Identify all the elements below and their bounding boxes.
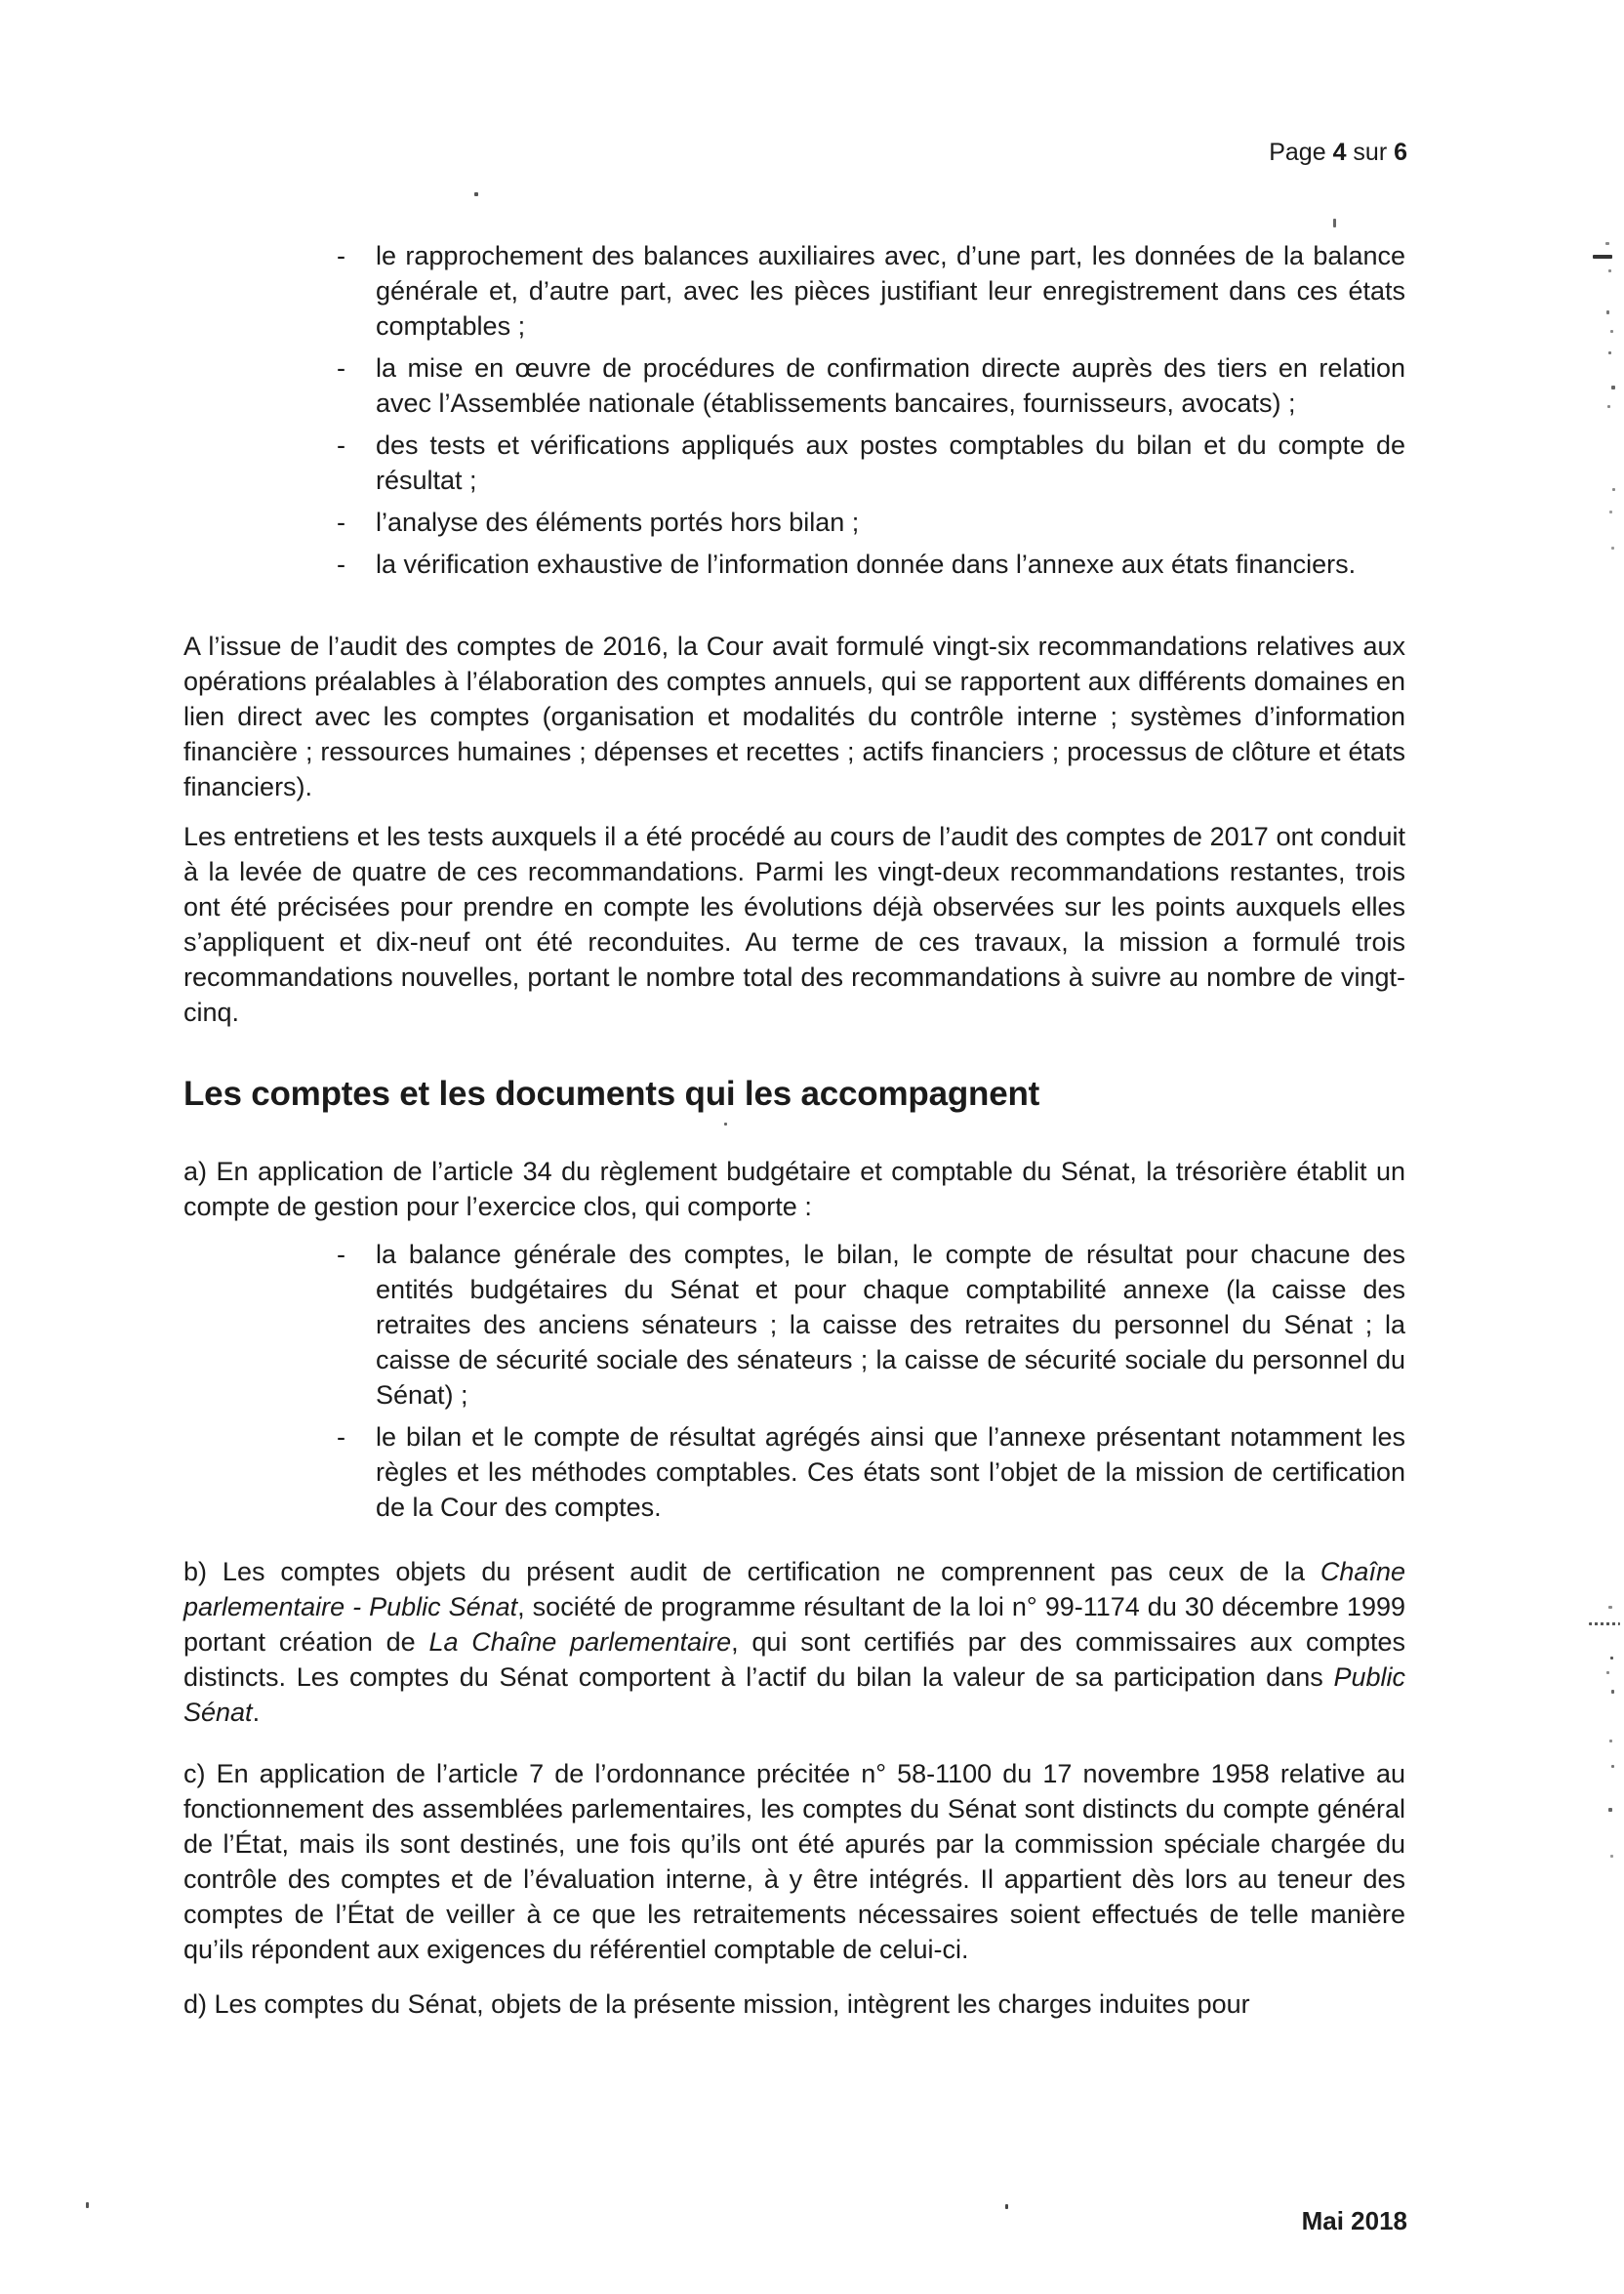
list-item	[337, 547, 1405, 582]
scan-artifact	[1610, 1657, 1613, 1659]
list-item-text: la mise en œuvre de procédures de confirmation directe auprès des tiers en relation avec l’Assemblée nationale (établissements bancaires, fournisseurs, avocats) ;	[376, 353, 1405, 418]
section-heading: Les comptes et les documents qui les accompagnent	[183, 1075, 1040, 1113]
scan-artifact	[1610, 1855, 1613, 1858]
scan-artifact	[1609, 511, 1612, 513]
scan-artifact	[1611, 386, 1615, 389]
paragraph-b: b) Les comptes objets du présent audit de certification ne comprennent pas ceux de la Chaîne parlementaire - Public Sénat, société de programme résultant de la loi n° 99-1174 du 30 décembre 1999 portant création de La Chaîne parlementaire, qui sont certifiés par des commissaires aux comptes distincts. Les comptes du Sénat comportent à l’actif du bilan la valeur de sa participation dans Public Sénat.	[183, 1557, 1406, 1727]
scan-artifact	[1612, 488, 1615, 491]
dash-marker: -	[337, 550, 345, 579]
dash-marker: -	[337, 1422, 345, 1452]
paragraph-a: a) En application de l’article 34 du règlement budgétaire et comptable du Sénat, la trésorière établit un compte de gestion pour l’exercice clos, qui comporte :	[183, 1157, 1405, 1221]
procedures-bullet-list	[183, 238, 1405, 582]
list-item	[337, 238, 1405, 344]
scan-artifact	[1005, 2204, 1008, 2209]
paragraph-c: c) En application de l’article 7 de l’ordonnance précitée n° 58-1100 du 17 novembre 1958 relative au fonctionnement des assemblées parlementaires, les comptes du Sénat sont distincts du compte général de l’État, mais ils sont destinés, une fois qu’ils ont été apurés par la commission spéciale chargée du contrôle des comptes et de l’évaluation interne, à y être intégrés. Il appartient dès lors au teneur des comptes de l’État de veiller à ce que les retraitements nécessaires soient effectués de telle manière qu’ils répondent aux exigences du référentiel comptable de celui-ci.	[183, 1759, 1405, 1964]
list-item-text: l’analyse des éléments portés hors bilan ;	[376, 508, 860, 537]
scan-artifact	[86, 2202, 89, 2208]
list-item	[337, 350, 1405, 421]
scan-artifact	[1610, 330, 1613, 333]
page-number: Page 4 sur 6	[1269, 139, 1407, 166]
gestion-bullet-list	[183, 1237, 1405, 1525]
dash-marker: -	[337, 241, 345, 270]
scan-artifact	[1611, 547, 1614, 550]
list-item	[337, 1237, 1405, 1413]
scan-artifact	[1606, 1671, 1609, 1674]
scan-artifact	[1608, 351, 1611, 354]
scan-artifact	[1593, 255, 1612, 259]
paragraph-audit-2016: A l’issue de l’audit des comptes de 2016, la Cour avait formulé vingt-six recommandations relatives aux opérations préalables à l’élaboration des comptes annuels, qui se rapportent aux différents domaines en lien direct avec les comptes (organisation et modalités du contrôle interne ; systèmes d’information financière ; ressources humaines ; dépenses et recettes ; actifs financiers ; processus de clôture et états financiers).	[183, 632, 1405, 801]
scan-artifact	[474, 192, 478, 196]
list-item-text: la balance générale des comptes, le bilan, le compte de résultat pour chacune des entités budgétaires du Sénat et pour chaque comptabilité annexe (la caisse des retraites des anciens sénateurs ; la caisse des retraites du personnel du Sénat ; la caisse de sécurité sociale des sénateurs ; la caisse de sécurité sociale du personnel du Sénat) ;	[376, 1240, 1405, 1410]
scan-artifact	[1609, 1740, 1612, 1742]
paragraph-d: d) Les comptes du Sénat, objets de la présente mission, intègrent les charges induites pour	[183, 1989, 1250, 2019]
scan-artifact	[1606, 310, 1609, 314]
list-item-text: le bilan et le compte de résultat agrégés ainsi que l’annexe présentant notamment les règles et les méthodes comptables. Ces états sont l’objet de la mission de certification de la Cour des comptes.	[376, 1422, 1405, 1522]
scan-artifact	[1333, 219, 1336, 227]
dash-marker: -	[337, 430, 345, 460]
scan-artifact	[1608, 1808, 1612, 1812]
scan-artifact	[1611, 1765, 1614, 1768]
scan-artifact	[1605, 242, 1609, 245]
paragraph-entretiens: Les entretiens et les tests auxquels il a été procédé au cours de l’audit des comptes de 2017 ont conduit à la levée de quatre de ces recommandations. Parmi les vingt-deux recommandations restantes, trois ont été précisées pour prendre en compte les évolutions déjà observées sur les points auxquels elles s’appliquent et dix-neuf ont été reconduites. Au terme de ces travaux, la mission a formulé trois recommandations nouvelles, portant le nombre total des recommandations à suivre au nombre de vingt-cinq.	[183, 822, 1405, 1027]
dash-marker: -	[337, 353, 345, 383]
page-content	[183, 238, 1405, 2022]
dash-marker: -	[337, 508, 345, 537]
list-item-text: des tests et vérifications appliqués aux postes comptables du bilan et du compte de résultat ;	[376, 430, 1405, 495]
footer-date: Mai 2018	[1301, 2206, 1407, 2235]
scan-artifact	[1608, 1606, 1612, 1609]
scan-artifact	[724, 1123, 727, 1126]
dash-marker: -	[337, 1240, 345, 1269]
list-item	[337, 1419, 1405, 1525]
scan-artifact	[1607, 405, 1610, 408]
list-item	[337, 505, 1405, 540]
list-item	[337, 428, 1405, 498]
list-item-text: la vérification exhaustive de l’information donnée dans l’annexe aux états financiers.	[376, 550, 1357, 579]
scan-artifact	[1611, 1690, 1614, 1694]
list-item-text: le rapprochement des balances auxiliaires avec, d’une part, les données de la balance générale et, d’autre part, avec les pièces justifiant leur enregistrement dans ces états comptables ;	[376, 241, 1405, 341]
scan-artifact	[1589, 1622, 1620, 1625]
scan-artifact	[1608, 269, 1611, 272]
